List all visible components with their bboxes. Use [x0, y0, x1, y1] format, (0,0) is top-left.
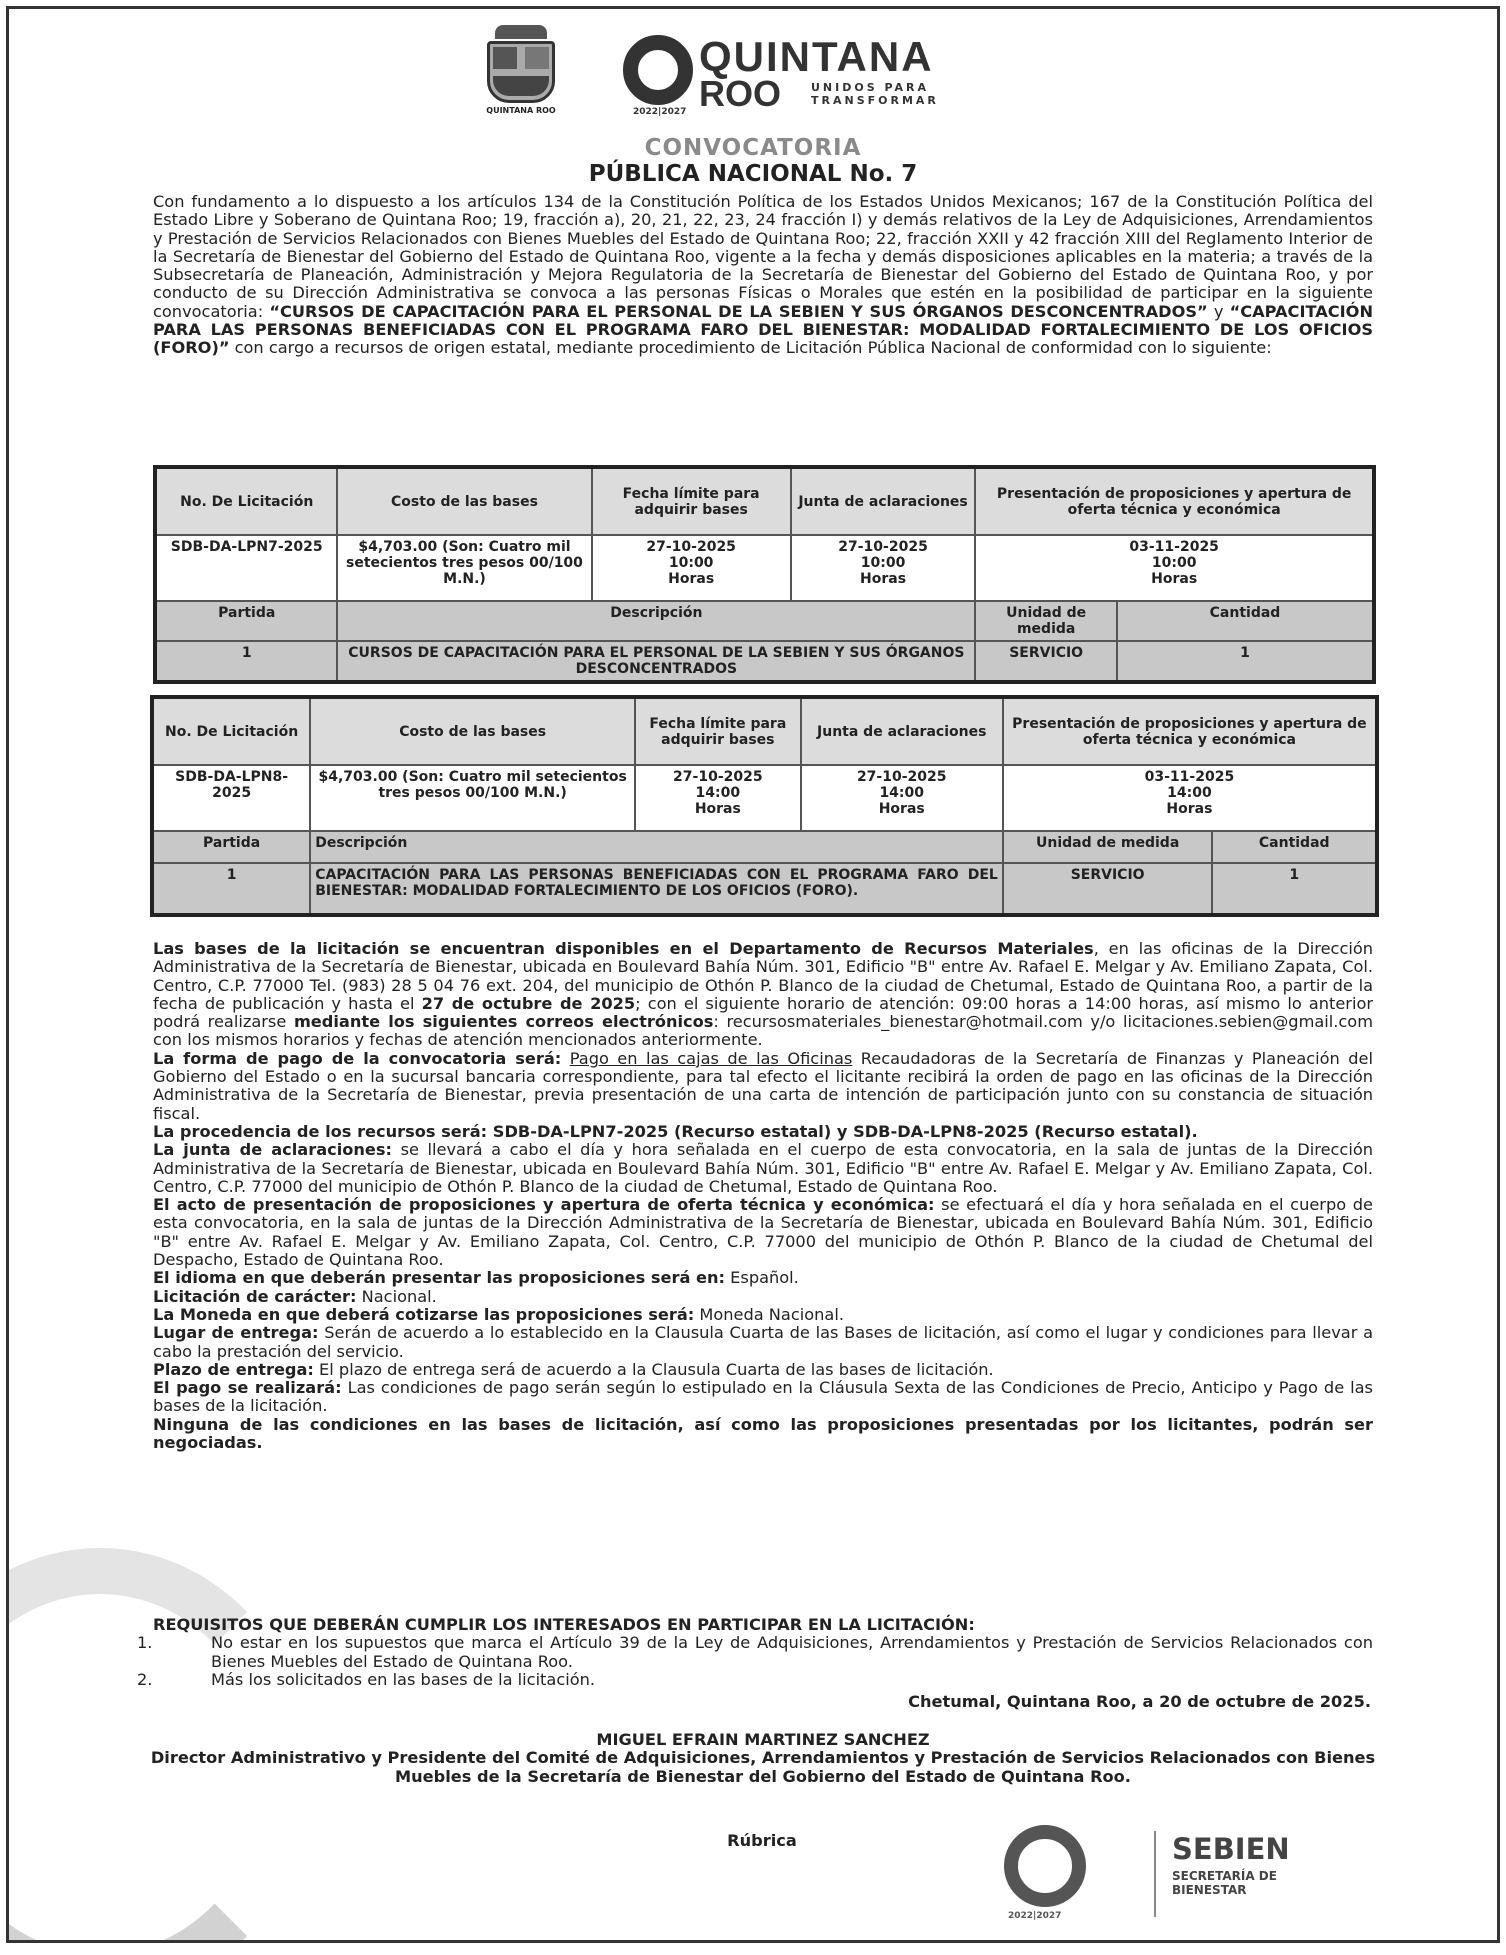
rubrica: Rúbrica	[727, 1831, 797, 1850]
list-item: 2. Más los solicitados en las bases de la licitación.	[137, 1669, 596, 1689]
brand-line1: QUINTANA	[699, 33, 934, 80]
cell-costo: $4,703.00 (Son: Cuatro mil setecientos tres pesos 00/100 M.N.)	[310, 765, 635, 831]
crest-icon	[495, 25, 547, 39]
logo-name: SEBIEN	[1172, 1832, 1290, 1866]
table-row	[155, 641, 1374, 682]
logo-years: 2022|2027	[1008, 1911, 1062, 1921]
lugar-paragraph: Lugar de entrega: Serán de acuerdo a lo establecido en la Clausula Cuarta de las Bases de licitación, así como el lugar y condiciones para llevar a cabo la prestación del servicio.	[153, 1323, 1373, 1361]
cell-partida: 1	[155, 641, 337, 682]
tender-table-lpn7	[153, 465, 1376, 684]
cell-descripcion: CAPACITACIÓN PARA LAS PERSONAS BENEFICIADAS CON EL PROGRAMA FARO DEL BIENESTAR: MODALIDAD FORTALECIMIENTO DE LOS OFICIOS (FORO).	[310, 863, 1003, 915]
cell-fecha-limite: 27-10-2025 14:00 Horas	[635, 765, 801, 831]
caracter-paragraph: Licitación de carácter: Nacional.	[153, 1286, 437, 1306]
header-cell: Costo de las bases	[310, 697, 635, 765]
idioma-paragraph: El idioma en que deberán presentar las proposiciones será en: Español.	[153, 1268, 799, 1288]
title-convocatoria: CONVOCATORIA	[644, 135, 862, 161]
header-cell: No. De Licitación	[152, 697, 310, 765]
cell-junta: 27-10-2025 14:00 Horas	[801, 765, 1003, 831]
header-cell: Junta de aclaraciones	[801, 697, 1003, 765]
q-ring-icon	[623, 35, 693, 105]
moneda-paragraph: La Moneda en que deberá cotizarse las proposiciones será: Moneda Nacional.	[153, 1304, 844, 1324]
signature-block	[143, 1731, 1383, 1786]
cell-junta: 27-10-2025 10:00 Horas	[791, 535, 976, 601]
header-cell: No. De Licitación	[155, 467, 337, 535]
cell-presentacion: 03-11-2025 10:00 Horas	[975, 535, 1374, 601]
junta-paragraph: La junta de aclaraciones: se llevará a cabo el día y hora señalada en el cuerpo de esta convocatoria, en la sala de juntas de la Dirección Administrativa de la Secretaría de Bienestar, ubicada en Boulevard Bahía Núm. 301, Edificio "B" entre Av. Rafael E. Melgar y Av. Emiliano Zapata, Col. Centro, C.P. 77000 del municipio de Othón P. Blanco de la ciudad de Chetumal, Estado de Quintana Roo.	[153, 1140, 1373, 1196]
pago-paragraph: La forma de pago de la convocatoria será: Pago en las cajas de las Oficinas Recaudadoras de la Secretaría de Finanzas y Planeación del Gobierno del Estado o en la sucursal bancaria correspondiente, para tal efecto el licitante recibirá la orden de pago en las oficinas de la Dirección Administrativa de la Secretaría de Bienestar, previa presentación de una carta de intención de participación junto con su constancia de situación fiscal.	[153, 1048, 1373, 1123]
shield-icon	[487, 41, 555, 103]
header-cell: Presentación de proposiciones y apertura de oferta técnica y económica	[975, 467, 1374, 535]
subheader-cell: Unidad de medida	[975, 601, 1117, 641]
header	[9, 9, 1497, 127]
requirements-title: REQUISITOS QUE DEBERÁN CUMPLIR LOS INTERESADOS EN PARTICIPAR EN LA LICITACIÓN:	[153, 1615, 975, 1634]
cell-unidad: SERVICIO	[975, 641, 1117, 682]
cell-cantidad: 1	[1117, 641, 1374, 682]
header-cell: Junta de aclaraciones	[791, 467, 976, 535]
subheader-cell: Cantidad	[1212, 831, 1377, 863]
quintana-roo-logo	[623, 35, 1043, 115]
table-header-row	[155, 467, 1374, 535]
subheader-cell: Descripción	[337, 601, 975, 641]
subheader-cell: Unidad de medida	[1003, 831, 1213, 863]
subheader-cell: Partida	[152, 831, 310, 863]
table-row	[155, 535, 1374, 601]
brand-line2: ROO	[699, 73, 782, 114]
subheader-cell: Cantidad	[1117, 601, 1374, 641]
requirements-section	[137, 1615, 1373, 1689]
cell-unidad: SERVICIO	[1003, 863, 1213, 915]
q-ring-icon	[1004, 1825, 1086, 1907]
cell-costo: $4,703.00 (Son: Cuatro mil setecientos tres pesos 00/100 M.N.)	[337, 535, 591, 601]
cell-cantidad: 1	[1212, 863, 1377, 915]
header-cell: Fecha límite para adquirir bases	[635, 697, 801, 765]
header-cell: Fecha límite para adquirir bases	[592, 467, 791, 535]
cell-licitacion: SDB-DA-LPN7-2025	[155, 535, 337, 601]
subheader-cell: Partida	[155, 601, 337, 641]
signatory-position: Director Administrativo y Presidente del Comité de Adquisiciones, Arrendamientos y Prestación de Servicios Relacionados con Bienes Muebles de la Secretaría de Bienestar del Gobierno del Estado de Quintana Roo.	[150, 1748, 1376, 1786]
ninguna-paragraph: Ninguna de las condiciones en las bases de licitación, así como las proposiciones presentadas por los licitantes, podrán ser negociadas.	[153, 1414, 1373, 1453]
sebien-logo	[1004, 1825, 1374, 1925]
cell-presentacion: 03-11-2025 14:00 Horas	[1003, 765, 1377, 831]
header-cell: Presentación de proposiciones y apertura de oferta técnica y económica	[1003, 697, 1377, 765]
table-row	[152, 863, 1377, 915]
intro-paragraph: Con fundamento a lo dispuesto a los artículos 134 de la Constitución Política de los Estados Unidos Mexicanos; 167 de la Constitución Política del Estado Libre y Soberano de Quintana Roo; 19, fracción a), 20, 21, 22, 23, 24 fracción I) y demás relativos de la Ley de Adquisiciones, Arrendamientos y Prestación de Servicios Relacionados con Bienes Muebles del Estado de Quintana Roo; 22, fracción XXII y 42 fracción XIII del Reglamento Interior de la Secretaría de Bienestar del Gobierno del Estado de Quintana Roo, vigente a la fecha y demás disposiciones aplicables en la materia; a través de la Subsecretaría de Planeación, Administración y Mejora Regulatoria de la Secretaría de Bienestar del Gobierno del Estado de Quintana Roo, y por conducto de su Dirección Administrativa se convoca a las personas Físicas o Morales que estén en la posibilidad de participar en la siguiente convocatoria: “CURSOS DE CAPACITACIÓN PARA EL PERSONAL DE LA SEBIEN Y SUS ÓRGANOS DESCONCENTRADOS” y “CAPACITACIÓN PARA LAS PERSONAS BENEFICIADAS CON EL PROGRAMA FARO DEL BIENESTAR: MODALIDAD FORTALECIMIENTO DE LOS OFICIOS (FORO)” con cargo a recursos de origen estatal, mediante procedimiento de Licitación Pública Nacional de conformidad con lo siguiente:	[153, 192, 1373, 358]
cell-licitacion: SDB-DA-LPN8-2025	[152, 765, 310, 831]
signatory-name: MIGUEL EFRAIN MARTINEZ SANCHEZ	[596, 1730, 930, 1749]
procedencia-paragraph: La procedencia de los recursos será: SDB-DA-LPN7-2025 (Recurso estatal) y SDB-DA-LPN8-2025 (Recurso estatal).	[153, 1121, 1198, 1141]
state-coat-of-arms	[484, 25, 558, 115]
cell-fecha-limite: 27-10-2025 10:00 Horas	[592, 535, 791, 601]
table-row	[152, 765, 1377, 831]
header-cell: Costo de las bases	[337, 467, 591, 535]
document-page	[6, 6, 1500, 1943]
subheader-cell: Descripción	[310, 831, 1003, 863]
list-item: 1. No estar en los supuestos que marca el Artículo 39 de la Ley de Adquisiciones, Arrendamientos y Prestación de Servicios Relacionados con Bienes Muebles del Estado de Quintana Roo.	[137, 1633, 1373, 1671]
logo-subtitle: SECRETARÍA DE BIENESTAR	[1172, 1869, 1277, 1897]
tender-table-lpn8	[150, 695, 1379, 917]
plazo-paragraph: Plazo de entrega: El plazo de entrega será de acuerdo a la Clausula Cuarta de las bases de licitación.	[153, 1359, 994, 1379]
brand-years: 2022|2027	[633, 107, 687, 117]
place-date: Chetumal, Quintana Roo, a 20 de octubre de 2025.	[908, 1692, 1371, 1711]
brand-tagline: UNIDOS PARA TRANSFORMAR	[811, 81, 939, 107]
cell-descripcion: CURSOS DE CAPACITACIÓN PARA EL PERSONAL DE LA SEBIEN Y SUS ÓRGANOS DESCONCENTRADOS	[337, 641, 975, 682]
cell-partida: 1	[152, 863, 310, 915]
coat-label: QUINTANA ROO	[486, 106, 556, 115]
title-publica-nacional: PÚBLICA NACIONAL No. 7	[588, 161, 918, 187]
table-subheader-row	[152, 831, 1377, 863]
table-header-row	[152, 697, 1377, 765]
bases-paragraph: Las bases de la licitación se encuentran disponibles en el Departamento de Recursos Materiales, en las oficinas de la Dirección Administrativa de la Secretaría de Bienestar, ubicada en Boulevard Bahía Núm. 301, Edificio "B" entre Av. Rafael E. Melgar y Av. Emiliano Zapata, Col. Centro, C.P. 77000 Tel. (983) 28 5 04 76 ext. 204, del municipio de Othón P. Blanco de la ciudad de Chetumal, Estado de Quintana Roo, a partir de la fecha de publicación y hasta el 27 de octubre de 2025; con el siguiente horario de atención: 09:00 horas a 14:00 horas, así mismo lo anterior podrá realizarse mediante los siguientes correos electrónicos: recursosmateriales_bienestar@hotmail.com y/o licitaciones.sebien@gmail.com con los mismos horarios y fechas de atención mencionados anteriormente.	[153, 939, 1374, 1050]
logo-divider	[1154, 1831, 1156, 1917]
pago-realizara-paragraph: El pago se realizará: Las condiciones de pago serán según lo estipulado en la Cláusula Sexta de las Condiciones de Precio, Anticipo y Pago de las bases de la licitación.	[153, 1378, 1373, 1416]
details-section	[153, 940, 1373, 1452]
table-subheader-row	[155, 601, 1374, 641]
acto-paragraph: El acto de presentación de proposiciones y apertura de oferta técnica y económica: se efectuará el día y hora señalada en el cuerpo de esta convocatoria, en la sala de juntas de la Dirección Administrativa de la Secretaría de Bienestar, ubicada en Boulevard Bahía Núm. 301, Edificio "B" entre Av. Rafael E. Melgar y Av. Emiliano Zapata, Col. Centro, C.P. 77000 del municipio de Othón P. Blanco de la ciudad de Chetumal del Despacho, Estado de Quintana Roo.	[153, 1195, 1374, 1270]
titles	[9, 135, 1497, 187]
